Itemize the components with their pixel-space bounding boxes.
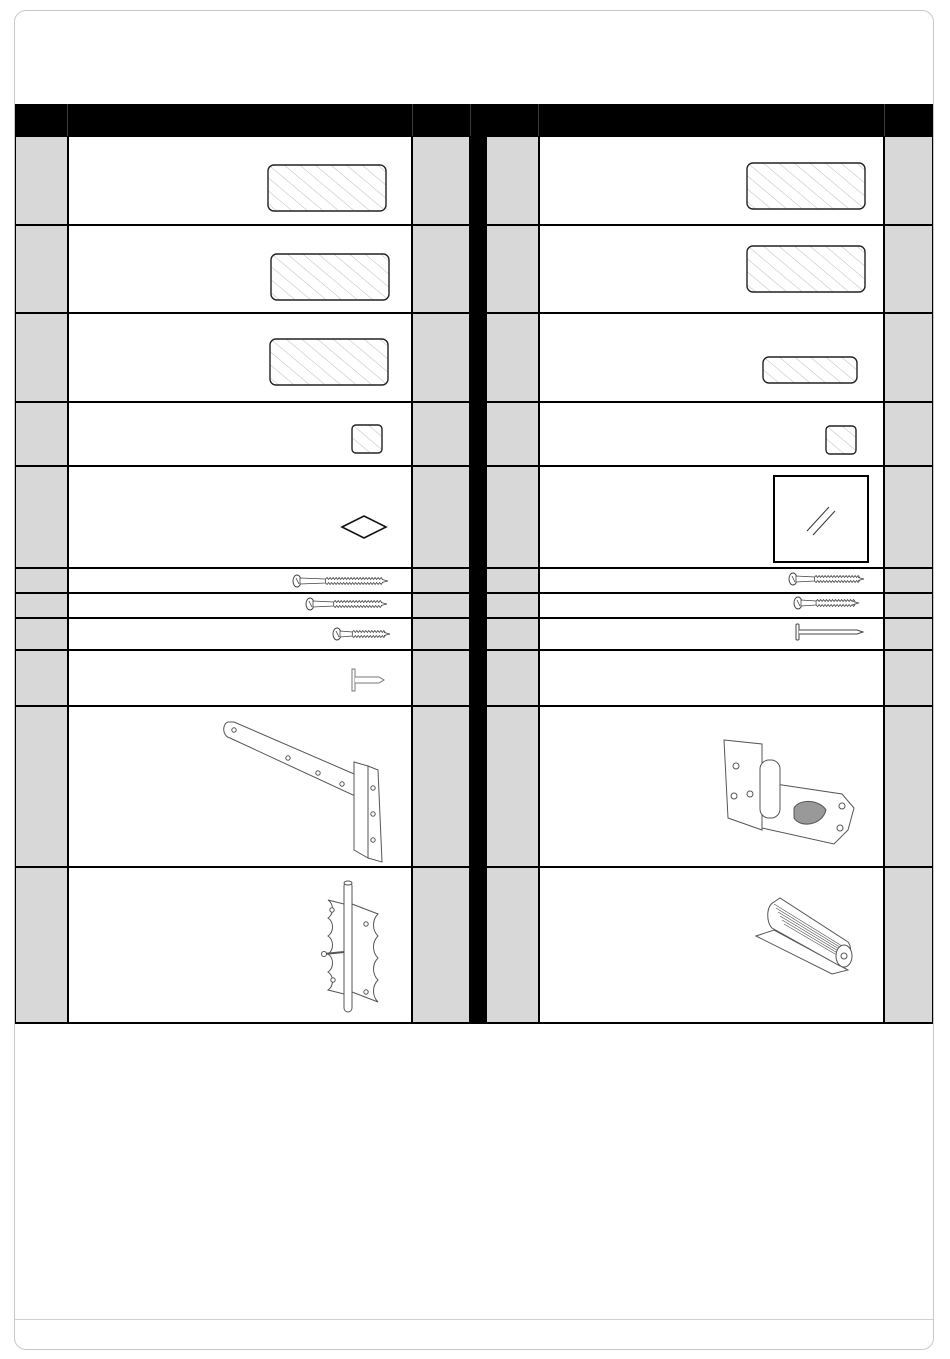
part-qty-cell [885, 651, 932, 705]
part-id-cell [487, 137, 538, 224]
part-id-cell [16, 594, 67, 617]
part-qty-cell [413, 651, 469, 705]
part-qty-cell [885, 226, 932, 312]
header-id-right [485, 104, 539, 136]
part-id-cell [487, 594, 538, 617]
header-description-left [68, 104, 413, 136]
part-qty-cell [413, 467, 469, 567]
part-id-cell [487, 707, 538, 866]
long-screw-icon [292, 573, 392, 589]
part-qty-cell [413, 707, 469, 866]
part-id-cell [487, 868, 538, 1022]
part-qty-cell [413, 868, 469, 1022]
part-qty-cell [885, 868, 932, 1022]
part-qty-cell [413, 569, 469, 592]
header-qty-right [885, 104, 933, 136]
square-batten-icon [351, 424, 383, 454]
part-id-cell [16, 137, 67, 224]
part-id-cell [16, 651, 67, 705]
part-qty-cell [413, 137, 469, 224]
glass-pane-icon [773, 475, 869, 563]
pin-hinge-icon [318, 880, 384, 1020]
header-id-left [15, 104, 68, 136]
part-id-cell [487, 651, 538, 705]
part-qty-cell [885, 594, 932, 617]
tack-nail-icon [351, 668, 387, 694]
timber-board-icon [270, 253, 390, 301]
part-id-cell [487, 467, 538, 567]
short-screw-icon [332, 626, 394, 642]
part-qty-cell [413, 594, 469, 617]
medium-screw-icon [305, 596, 391, 612]
part-id-cell [16, 868, 67, 1022]
medium-screw-icon [793, 595, 863, 611]
part-id-cell [16, 467, 67, 567]
long-screw-icon [788, 571, 868, 587]
part-qty-cell [885, 137, 932, 224]
timber-board-icon [746, 162, 866, 210]
part-description-cell [540, 651, 883, 705]
timber-board-icon [746, 245, 866, 293]
part-id-cell [487, 619, 538, 649]
square-batten-icon [825, 425, 857, 455]
turned-knob-icon [752, 894, 860, 980]
part-qty-cell [885, 619, 932, 649]
part-qty-cell [885, 467, 932, 567]
part-qty-cell [413, 226, 469, 312]
diamond-profile-icon [340, 514, 388, 540]
tee-hinge-icon [218, 718, 386, 866]
part-id-cell [487, 569, 538, 592]
timber-board-icon [269, 338, 389, 386]
header-description-right [539, 104, 885, 136]
part-id-cell [487, 403, 538, 465]
part-qty-cell [885, 403, 932, 465]
part-id-cell [16, 403, 67, 465]
part-qty-cell [413, 314, 469, 401]
part-id-cell [16, 619, 67, 649]
part-id-cell [16, 707, 67, 866]
timber-board-icon [267, 164, 387, 212]
part-qty-cell [885, 707, 932, 866]
round-nail-icon [793, 623, 867, 641]
part-id-cell [16, 569, 67, 592]
part-id-cell [487, 314, 538, 401]
part-id-cell [16, 314, 67, 401]
thin-strip-icon [762, 356, 858, 384]
part-qty-cell [413, 403, 469, 465]
part-qty-cell [885, 314, 932, 401]
part-id-cell [487, 226, 538, 312]
footer-divider [15, 1319, 933, 1320]
header-qty-left [413, 104, 471, 136]
part-id-cell [16, 226, 67, 312]
hasp-staple-icon [722, 734, 858, 848]
part-qty-cell [413, 619, 469, 649]
part-qty-cell [885, 569, 932, 592]
